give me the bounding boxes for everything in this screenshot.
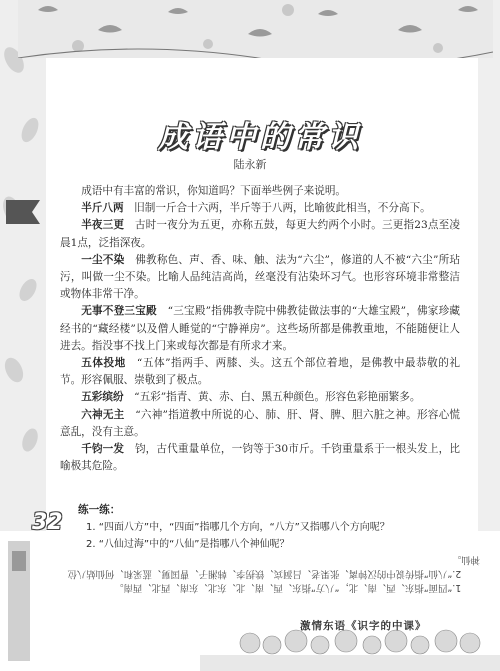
entry-text: “六神”指道教中所说的心、肺、肝、肾、脾、胆六脏之神。形容心慌意乱，没有主意。 xyxy=(60,408,460,438)
entry-term: 五体投地 xyxy=(81,357,126,370)
exercise-question: 1. “四面八方”中，“四面”指哪几个方向，“八方”又指哪八个方向呢？ xyxy=(86,522,390,533)
entry-text: 古时一夜分为五更，亦称五鼓，每更大约两个小时。三更指23点至凌晨1点，泛指深夜。 xyxy=(60,219,461,249)
top-decorative-band xyxy=(18,0,493,58)
entry-paragraph xyxy=(60,200,460,217)
entry-term: 半斤八两 xyxy=(81,202,124,215)
exercise-title: 练一练： xyxy=(78,504,121,516)
entry-paragraph xyxy=(60,303,460,355)
entry-text: “五彩”指青、黄、赤、白、黑五种颜色。形容色彩艳丽繁多。 xyxy=(134,391,421,404)
article-body xyxy=(60,183,460,475)
entry-paragraph xyxy=(60,217,460,251)
entry-term: 千钧一发 xyxy=(81,443,125,456)
entry-text: 旧制一斤合十六两，半斤等于八两，比喻彼此相当，不分高下。 xyxy=(134,202,431,215)
bird-pattern-icon xyxy=(18,0,493,58)
entry-text: “五体”指两手、两膝、头。这五个部位着地，是佛教中最恭敬的礼节。形容佩服、崇敬到了极点。 xyxy=(60,357,461,387)
entry-term: 无事不登三宝殿 xyxy=(81,305,157,318)
entry-text: “三宝殿”指佛教寺院中佛教徒做法事的“大雄宝殿”，佛家珍藏经书的“藏经楼”以及僧人睡觉的“宁静禅房”。这些场所都是佛教重地，不能随便让人进去。指没事不找上门来或每次都是有所求才来。 xyxy=(60,305,460,352)
entry-term: 六神无主 xyxy=(81,408,125,421)
entry-term: 五彩缤纷 xyxy=(81,391,124,404)
entry-text: 佛教称色、声、香、味、触、法为“六尘”，修道的人不被“六尘”所玷污，叫做一尘不染。比喻人品纯洁高尚，丝毫没有沾染坏习气。也形容环境非常整洁或物体非常干净。 xyxy=(60,253,461,301)
intro-paragraph: 成语中有丰富的常识，你知道吗？下面举些例子来说明。 xyxy=(81,185,347,197)
author-name: 陆永新 xyxy=(233,158,267,171)
answer-line: 2.“八仙”指传说中的汉钟离、张果老、吕洞宾、铁拐李、韩湘子、曹国舅、蓝采和、何仙姑八位神仙。 xyxy=(67,554,480,579)
entry-paragraph xyxy=(60,355,460,389)
exercise-question: 2. “八仙过海”中的“八仙”是指哪八个神仙呢？ xyxy=(86,539,290,550)
entry-paragraph xyxy=(60,441,460,475)
article-title: 成语中的常识 xyxy=(158,120,362,155)
upside-down-answer xyxy=(60,552,480,594)
entry-paragraph xyxy=(60,252,460,304)
entry-term: 半夜三更 xyxy=(81,219,125,232)
footer-brand: 激情东语《识字的中课》 xyxy=(300,620,427,632)
entry-paragraph xyxy=(60,389,460,406)
exercise-section xyxy=(60,502,460,553)
entry-text: 钧，古代重量单位，一钧等于30市斤。千钧重量系于一根头发上，比喻极其危险。 xyxy=(60,443,461,473)
page-number: 32 xyxy=(32,510,63,535)
entry-term: 一尘不染 xyxy=(81,253,125,266)
entry-paragraph xyxy=(60,407,460,441)
answer-line: 1.“四面”指东、西、南、北，“八方”指东、西、南、北、东北、东南、西北、西南。 xyxy=(114,582,462,593)
